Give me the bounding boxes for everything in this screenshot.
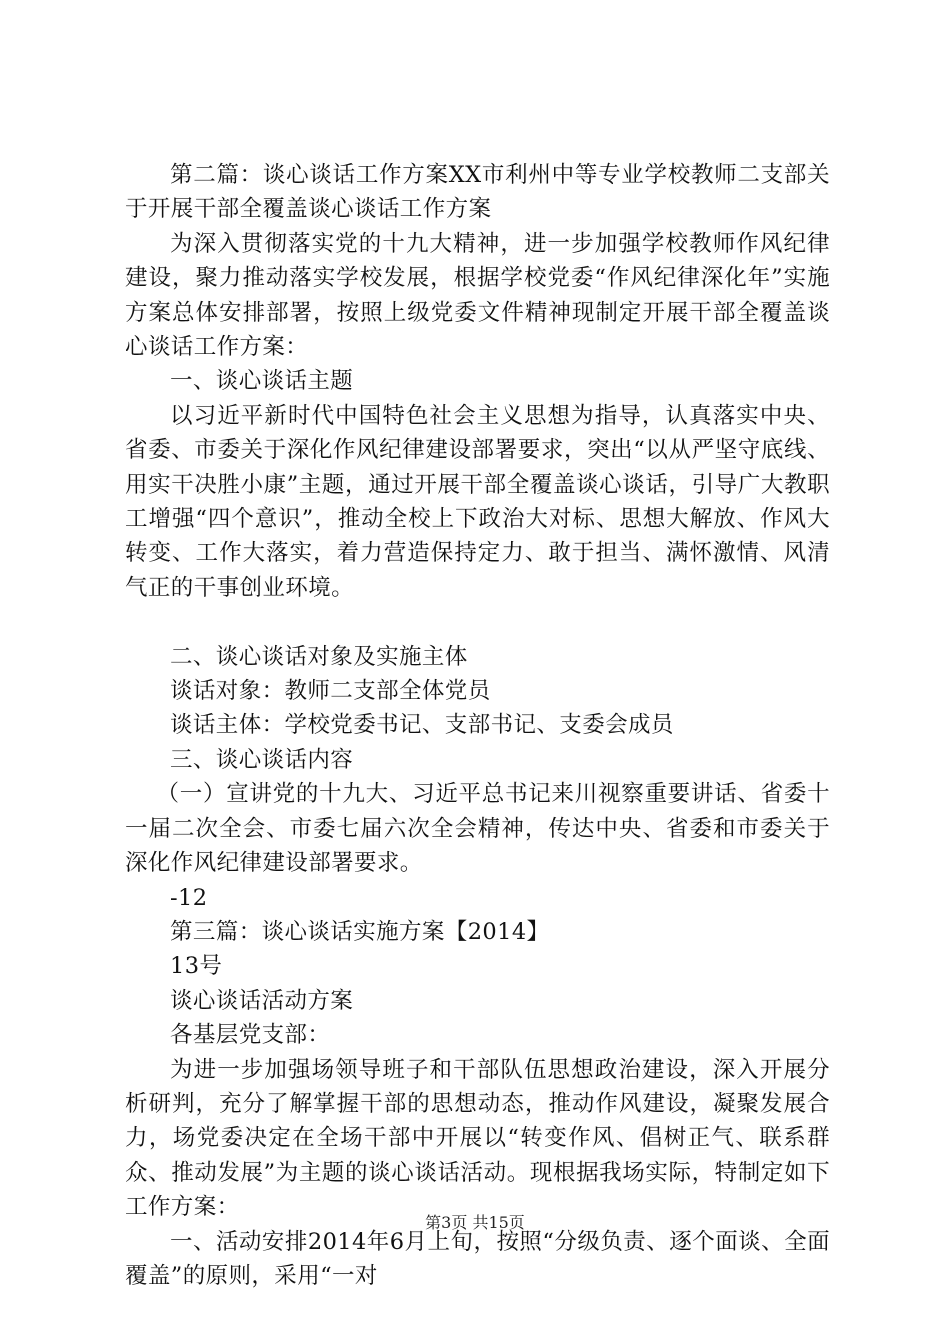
paragraph-talk-targets: 谈话对象：教师二支部全体党员 — [170, 678, 491, 705]
document-body — [125, 158, 830, 1293]
heading-theme: 一、谈心谈话主题 — [170, 368, 354, 395]
paragraph-title-part3: 第三篇：谈心谈话实施方案【2014】 — [170, 918, 550, 945]
paragraph-talk-subjects: 谈话主体：学校党委书记、支部书记、支委会成员 — [170, 712, 674, 739]
paragraph-theme: 以习近平新时代中国特色社会主义思想为指导，认真落实中央、省委、市委关于深化作风纪律建设部署要求，突出“以从严坚守底线、用实干决胜小康”主题，通过开展干部全覆盖谈心谈话，引导广大教职工增强“四个意识”，推动全校上下政治大对标、思想大解放、作风大转变、工作大落实，着力营造保持定力、敢于担当、满怀激情、风清气正的干事创业环境。 — [125, 402, 830, 601]
heading-targets: 二、谈心谈话对象及实施主体 — [170, 643, 468, 670]
paragraph-page-ref: -12 — [170, 884, 208, 911]
paragraph-addressee: 各基层党支部： — [170, 1022, 331, 1049]
paragraph-title-part2: 第二篇：谈心谈话工作方案XX市利州中等专业学校教师二支部关于开展干部全覆盖谈心谈话工作方案 — [125, 162, 830, 223]
paragraph-activity-schedule: 一、活动安排2014年6月上旬，按照“分级负责、逐个面谈、全面覆盖”的原则，采用“一对 — [125, 1228, 830, 1289]
heading-content: 三、谈心谈话内容 — [170, 746, 354, 773]
paragraph-plan-intro: 为进一步加强场领导班子和干部队伍思想政治建设，深入开展分析研判，充分了解掌握干部的思想动态，推动作风建设，凝聚发展合力，场党委决定在全场干部中开展以“转变作风、倡树正气、联系群众、推动发展”为主题的谈心谈话活动。现根据我场实际，特制定如下工作方案： — [125, 1056, 830, 1221]
paragraph-plan-title: 谈心谈话活动方案 — [170, 987, 354, 1014]
paragraph-content-1: （一）宣讲党的十九大、习近平总书记来川视察重要讲话、省委十一届二次全会、市委七届六次全会精神，传达中央、省委和市委关于深化作风纪律建设部署要求。 — [125, 781, 830, 877]
page-footer: 第3页 共15页 — [425, 1213, 525, 1232]
paragraph-intro: 为深入贯彻落实党的十九大精神，进一步加强学校教师作风纪律建设，聚力推动落实学校发展，根据学校党委“作风纪律深化年”实施方案总体安排部署，按照上级党委文件精神现制定开展干部全覆盖谈心谈话工作方案： — [125, 230, 830, 361]
paragraph-doc-number: 13号 — [170, 953, 223, 980]
blank-line — [125, 605, 830, 639]
